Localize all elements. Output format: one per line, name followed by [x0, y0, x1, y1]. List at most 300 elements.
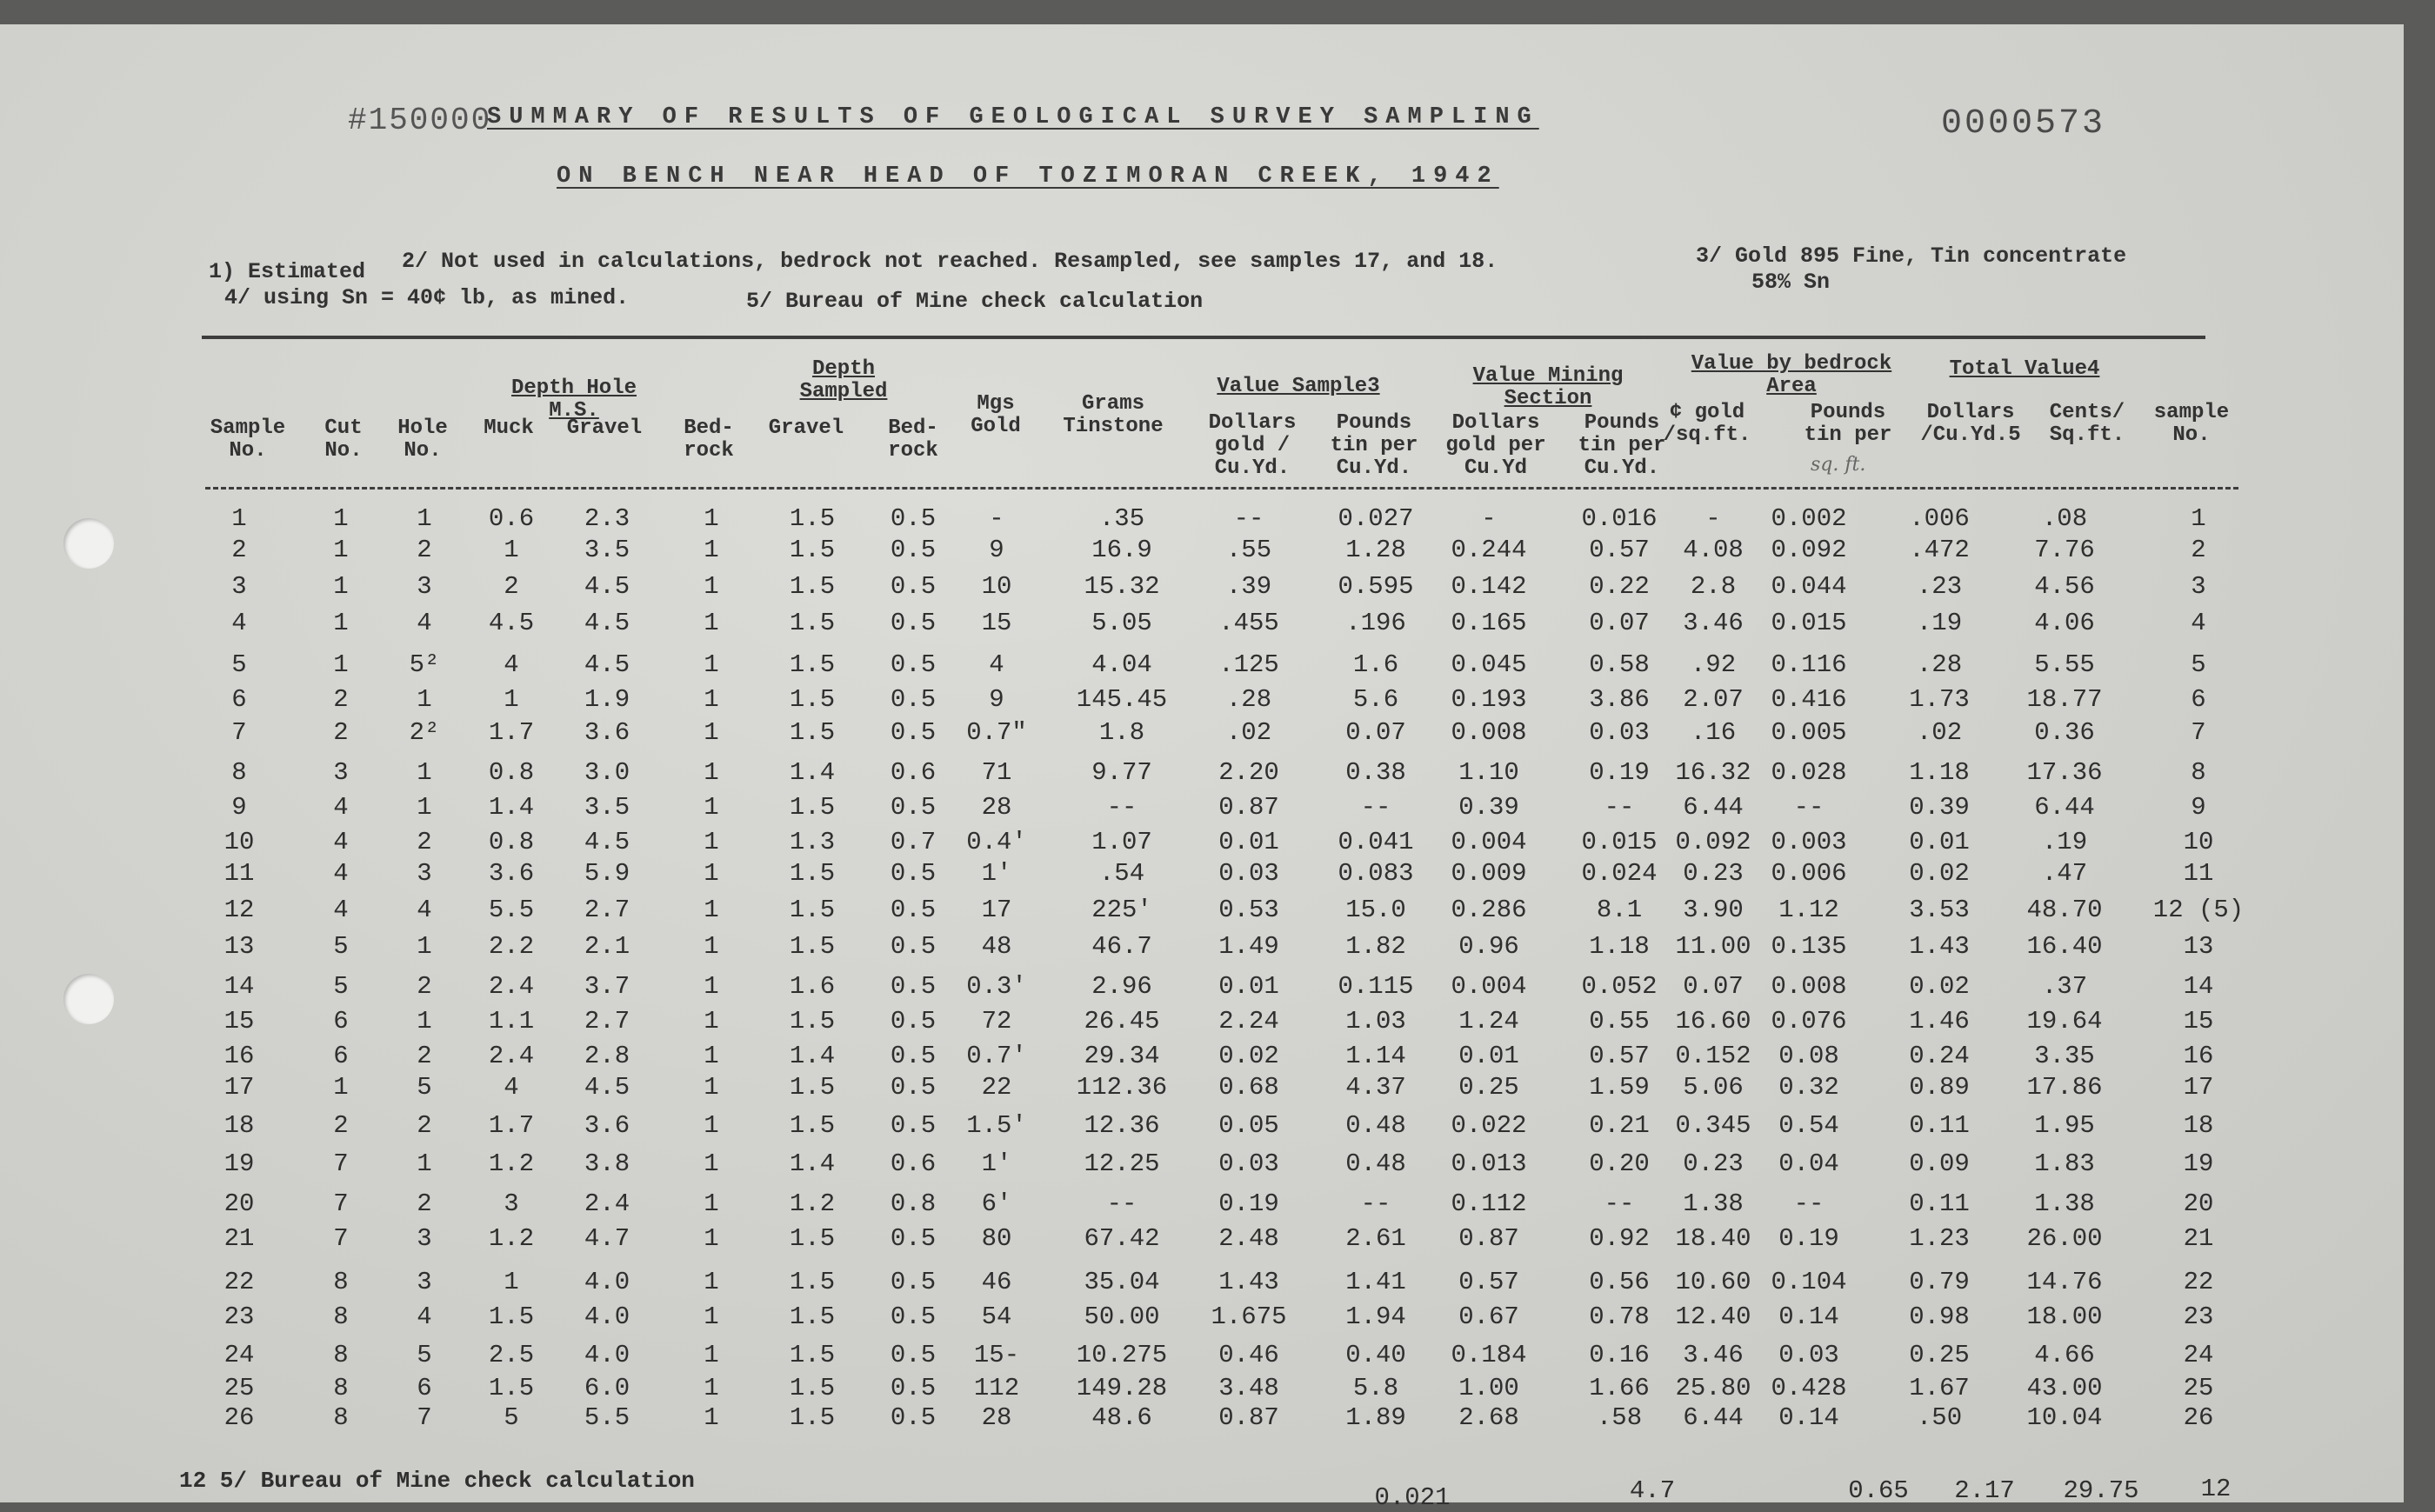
cell-vb-pounds: 0.005	[1771, 718, 1847, 747]
cell-bedrock: 1	[704, 1268, 719, 1296]
cell-vb-gold: 5.06	[1683, 1073, 1744, 1102]
cell-sample-no: 9	[2191, 793, 2206, 822]
header-vb-gold: ¢ gold /sq.ft.	[1663, 401, 1751, 447]
header-vm-pounds: Pounds tin per Cu.Yd.	[1578, 411, 1666, 480]
cell-vb-gold: 11.00	[1675, 932, 1751, 961]
cell-mgs-gold: 72	[981, 1007, 1012, 1036]
cell-vs-dollars: .28	[1225, 685, 1272, 714]
cell-muck: 0.6	[488, 504, 535, 533]
cell-tv-cents: 43.00	[2026, 1374, 2103, 1402]
cell-vs-dollars: 0.01	[1218, 972, 1279, 1001]
cell-sampled-bedrock: 0.5	[890, 1341, 937, 1369]
cell-grams-tinstone: 29.34	[1084, 1042, 1160, 1070]
cell-vb-gold: 12.40	[1675, 1302, 1751, 1331]
cell-sample-no: 8	[2191, 758, 2206, 787]
cell-mgs-gold: 112	[973, 1374, 1020, 1402]
cell-hole: 3	[417, 859, 432, 888]
cell-bedrock: 1	[704, 685, 719, 714]
cell-sampled-bedrock: 0.6	[890, 758, 937, 787]
cell-sampled-bedrock: 0.5	[890, 1073, 937, 1102]
cell-cut: 7	[333, 1149, 349, 1178]
cell-vs-pounds: 4.37	[1345, 1073, 1406, 1102]
cell-sampled-bedrock: 0.5	[890, 932, 937, 961]
cell-hole: 3	[417, 572, 432, 601]
cell-mgs-gold: 80	[981, 1224, 1012, 1253]
cell-gravel: 3.6	[584, 1111, 630, 1140]
cell-sampled-bedrock: 0.5	[890, 685, 937, 714]
cell-cut: 7	[333, 1224, 349, 1253]
cell-bedrock: 1	[704, 1149, 719, 1178]
cell-bedrock: 1	[704, 828, 719, 856]
cell-gravel: 2.3	[584, 504, 630, 533]
cell-vm-dollars: 0.184	[1451, 1341, 1527, 1369]
cell-vb-gold: 16.32	[1675, 758, 1751, 787]
cell-vb-pounds: 0.028	[1771, 758, 1847, 787]
cell-gravel: 3.6	[584, 718, 630, 747]
cell-sample-no: 15	[2183, 1007, 2214, 1036]
cell-sampled-bedrock: 0.8	[890, 1189, 937, 1218]
cell-vm-dollars: 0.87	[1458, 1224, 1519, 1253]
cell-sample: 4	[231, 609, 247, 637]
cell-vm-dollars: 0.193	[1451, 685, 1527, 714]
cell-vm-pounds: .58	[1596, 1403, 1643, 1432]
cell-sample-no: 18	[2183, 1111, 2214, 1140]
cell-vs-pounds: 0.115	[1338, 972, 1414, 1001]
cell-gravel: 5.9	[584, 859, 630, 888]
cell-vs-dollars: 1.43	[1218, 1268, 1279, 1296]
cell-vm-dollars: 2.68	[1458, 1403, 1519, 1432]
cell-vb-pounds: --	[1793, 793, 1825, 822]
note-5: 5/ Bureau of Mine check calculation	[746, 289, 1204, 314]
cell-tv-dollars: 0.11	[1909, 1111, 1970, 1140]
cell-cut: 5	[333, 972, 349, 1001]
cell-grams-tinstone: 12.25	[1084, 1149, 1160, 1178]
cell-sampled-gravel: 1.5	[789, 1403, 836, 1432]
cell-tv-cents: 0.36	[2034, 718, 2095, 747]
cell-vm-pounds: 0.19	[1589, 758, 1650, 787]
cell-bedrock: 1	[704, 1341, 719, 1369]
cell-sampled-bedrock: 0.5	[890, 572, 937, 601]
cell-vm-pounds: 1.59	[1589, 1073, 1650, 1102]
cell-sampled-bedrock: 0.5	[890, 609, 937, 637]
cell-muck: 1	[504, 536, 519, 564]
cell-tv-dollars: 0.39	[1909, 793, 1970, 822]
cell-grams-tinstone: 9.77	[1091, 758, 1152, 787]
cell-tv-dollars: .02	[1916, 718, 1963, 747]
cell-vm-dollars: 0.009	[1451, 859, 1527, 888]
cell-muck: 1.5	[488, 1302, 535, 1331]
cell-vb-gold: 2.07	[1683, 685, 1744, 714]
cell-grams-tinstone: .35	[1098, 504, 1145, 533]
cell-vs-pounds: 5.6	[1352, 685, 1399, 714]
cell-vb-pounds: --	[1793, 1189, 1825, 1218]
footer-note: 12 5/ Bureau of Mine check calculation	[179, 1468, 695, 1494]
cell-sampled-gravel: 1.5	[789, 1268, 836, 1296]
cell-vm-pounds: 1.18	[1589, 932, 1650, 961]
cell-tv-cents: 18.77	[2026, 685, 2103, 714]
cell-tv-dollars: .006	[1909, 504, 1970, 533]
cell-vs-dollars: 0.02	[1218, 1042, 1279, 1070]
note-3b: 58% Sn	[1751, 270, 1831, 295]
cell-sample-no: 12 (5)	[2152, 896, 2245, 924]
cell-tv-cents: 17.36	[2026, 758, 2103, 787]
footer-tv-cents: 29.75	[2063, 1476, 2139, 1505]
cell-vs-pounds: 2.61	[1345, 1224, 1406, 1253]
cell-vm-pounds: 0.55	[1589, 1007, 1650, 1036]
header-cut-no: Cut No.	[324, 416, 363, 463]
cell-vs-dollars: 1.49	[1218, 932, 1279, 961]
cell-sampled-bedrock: 0.5	[890, 1374, 937, 1402]
cell-muck: 0.8	[488, 758, 535, 787]
cell-bedrock: 1	[704, 718, 719, 747]
cell-bedrock: 1	[704, 1189, 719, 1218]
cell-mgs-gold: 9	[989, 536, 1004, 564]
cell-tv-cents: .08	[2041, 504, 2088, 533]
cell-gravel: 3.7	[584, 972, 630, 1001]
footer-vb-pounds: 0.65	[1848, 1476, 1909, 1505]
cell-sample-no: 11	[2183, 859, 2214, 888]
cell-sampled-gravel: 1.5	[789, 504, 836, 533]
cell-vb-gold: -	[1705, 504, 1721, 533]
cell-vb-gold: 18.40	[1675, 1224, 1751, 1253]
cell-tv-cents: 16.40	[2026, 932, 2103, 961]
cell-vb-pounds: 0.08	[1778, 1042, 1839, 1070]
cell-vb-pounds: 0.003	[1771, 828, 1847, 856]
cell-sample-no: 4	[2191, 609, 2206, 637]
cell-tv-cents: 18.00	[2026, 1302, 2103, 1331]
cell-vs-dollars: 3.48	[1218, 1374, 1279, 1402]
cell-sample-no: 6	[2191, 685, 2206, 714]
cell-hole: 1	[417, 1007, 432, 1036]
cell-sampled-gravel: 1.5	[789, 859, 836, 888]
cell-gravel: 3.8	[584, 1149, 630, 1178]
cell-gravel: 4.0	[584, 1302, 630, 1331]
cell-vb-gold: 0.092	[1675, 828, 1751, 856]
cell-vs-dollars: 0.87	[1218, 1403, 1279, 1432]
cell-mgs-gold: 10	[981, 572, 1012, 601]
cell-vb-gold: 3.90	[1683, 896, 1744, 924]
cell-muck: 2.2	[488, 932, 535, 961]
cell-mgs-gold: 1'	[981, 1149, 1012, 1178]
cell-sample-no: 5	[2191, 650, 2206, 679]
cell-tv-cents: 17.86	[2026, 1073, 2103, 1102]
cell-vb-pounds: 0.416	[1771, 685, 1847, 714]
cell-vb-gold: .16	[1690, 718, 1737, 747]
cell-mgs-gold: 0.7"	[966, 718, 1027, 747]
cell-bedrock: 1	[704, 1007, 719, 1036]
cell-tv-cents: 48.70	[2026, 896, 2103, 924]
cell-vs-pounds: 1.94	[1345, 1302, 1406, 1331]
cell-sample-no: 25	[2183, 1374, 2214, 1402]
cell-vs-pounds: --	[1360, 1189, 1391, 1218]
cell-muck: 5.5	[488, 896, 535, 924]
cell-muck: 4.5	[488, 609, 535, 637]
cell-gravel: 2.4	[584, 1189, 630, 1218]
cell-cut: 8	[333, 1268, 349, 1296]
cell-gravel: 4.5	[584, 609, 630, 637]
cell-vb-pounds: 0.32	[1778, 1073, 1839, 1102]
cell-tv-dollars: 0.98	[1909, 1302, 1970, 1331]
cell-vs-dollars: 2.48	[1218, 1224, 1279, 1253]
cell-sample: 15	[223, 1007, 255, 1036]
cell-muck: 0.8	[488, 828, 535, 856]
cell-sample: 24	[223, 1341, 255, 1369]
cell-cut: 8	[333, 1374, 349, 1402]
cell-vb-pounds: 0.116	[1771, 650, 1847, 679]
cell-cut: 6	[333, 1042, 349, 1070]
cell-sample-no: 3	[2191, 572, 2206, 601]
cell-vs-dollars: 2.20	[1218, 758, 1279, 787]
cell-gravel: 4.5	[584, 572, 630, 601]
cell-hole: 3	[417, 1224, 432, 1253]
cell-vs-pounds: 0.083	[1338, 859, 1414, 888]
cell-vm-dollars: 0.286	[1451, 896, 1527, 924]
cell-bedrock: 1	[704, 1073, 719, 1102]
cell-bedrock: 1	[704, 972, 719, 1001]
cell-sampled-gravel: 1.5	[789, 1111, 836, 1140]
cell-tv-cents: 6.44	[2034, 793, 2095, 822]
header-rule	[202, 336, 2205, 339]
header-gravel: Gravel	[566, 416, 643, 440]
cell-sample: 6	[231, 685, 247, 714]
cell-hole: 2	[417, 1042, 432, 1070]
footer-tv-dollars: 2.17	[1954, 1476, 2015, 1505]
cell-bedrock: 1	[704, 932, 719, 961]
cell-vs-pounds: 1.6	[1352, 650, 1399, 679]
cell-sample-no: 2	[2191, 536, 2206, 564]
cell-sample-no: 7	[2191, 718, 2206, 747]
cell-sampled-gravel: 1.5	[789, 718, 836, 747]
cell-muck: 1.2	[488, 1149, 535, 1178]
cell-tv-cents: 4.56	[2034, 572, 2095, 601]
cell-vm-pounds: 0.57	[1589, 536, 1650, 564]
cell-sample-no: 16	[2183, 1042, 2214, 1070]
cell-vs-pounds: .196	[1345, 609, 1406, 637]
header-sample-no: Sample No.	[210, 416, 286, 463]
cell-vs-pounds: 1.28	[1345, 536, 1406, 564]
cell-bedrock: 1	[704, 1224, 719, 1253]
cell-gravel: 2.7	[584, 896, 630, 924]
cell-vm-pounds: 0.78	[1589, 1302, 1650, 1331]
cell-vb-pounds: 0.002	[1771, 504, 1847, 533]
cell-sample: 19	[223, 1149, 255, 1178]
cell-hole: 2	[417, 1189, 432, 1218]
cell-bedrock: 1	[704, 896, 719, 924]
cell-cut: 7	[333, 1189, 349, 1218]
cell-vm-pounds: 0.56	[1589, 1268, 1650, 1296]
cell-mgs-gold: 0.7'	[966, 1042, 1027, 1070]
cell-gravel: 1.9	[584, 685, 630, 714]
header-bedrock: Bed- rock	[684, 416, 734, 463]
cell-hole: 5	[417, 1073, 432, 1102]
cell-tv-cents: 10.04	[2026, 1403, 2103, 1432]
cell-sample-no: 21	[2183, 1224, 2214, 1253]
header-muck: Muck	[484, 416, 534, 440]
cell-vs-dollars: 0.87	[1218, 793, 1279, 822]
cell-bedrock: 1	[704, 859, 719, 888]
cell-sample: 23	[223, 1302, 255, 1331]
cell-sampled-gravel: 1.5	[789, 1341, 836, 1369]
cell-hole: 2	[417, 1111, 432, 1140]
cell-sample-no: 23	[2183, 1302, 2214, 1331]
cell-vb-gold: 0.23	[1683, 859, 1744, 888]
cell-sampled-gravel: 1.3	[789, 828, 836, 856]
cell-mgs-gold: 1.5'	[966, 1111, 1027, 1140]
cell-bedrock: 1	[704, 793, 719, 822]
cell-vs-dollars: 0.03	[1218, 859, 1279, 888]
cell-sample-no: 20	[2183, 1189, 2214, 1218]
cell-sampled-bedrock: 0.5	[890, 718, 937, 747]
cell-vm-dollars: 1.00	[1458, 1374, 1519, 1402]
note-2: 2/ Not used in calculations, bedrock not reached. Resampled, see samples 17, and 18.	[402, 249, 1498, 274]
cell-vm-pounds: 3.86	[1589, 685, 1650, 714]
cell-grams-tinstone: 145.45	[1076, 685, 1168, 714]
cell-sample: 17	[223, 1073, 255, 1102]
cell-tv-cents: .47	[2041, 859, 2088, 888]
cell-grams-tinstone: 112.36	[1076, 1073, 1168, 1102]
cell-mgs-gold: 0.3'	[966, 972, 1027, 1001]
cell-vb-pounds: 0.092	[1771, 536, 1847, 564]
cell-sampled-bedrock: 0.5	[890, 1224, 937, 1253]
cell-sample-no: 24	[2183, 1341, 2214, 1369]
cell-grams-tinstone: 35.04	[1084, 1268, 1160, 1296]
cell-cut: 8	[333, 1302, 349, 1331]
cell-vm-dollars: 0.013	[1451, 1149, 1527, 1178]
cell-mgs-gold: 15-	[973, 1341, 1020, 1369]
cell-vb-gold: 0.152	[1675, 1042, 1751, 1070]
cell-bedrock: 1	[704, 1403, 719, 1432]
cell-cut: 6	[333, 1007, 349, 1036]
cell-tv-cents: 19.64	[2026, 1007, 2103, 1036]
cell-tv-dollars: 0.09	[1909, 1149, 1970, 1178]
cell-grams-tinstone: 149.28	[1076, 1374, 1168, 1402]
cell-vm-dollars: 0.004	[1451, 828, 1527, 856]
cell-grams-tinstone: 12.36	[1084, 1111, 1160, 1140]
cell-sampled-bedrock: 0.5	[890, 536, 937, 564]
cell-grams-tinstone: 5.05	[1091, 609, 1152, 637]
cell-vm-dollars: 0.96	[1458, 932, 1519, 961]
cell-hole: 2	[417, 536, 432, 564]
cell-vb-pounds: 0.135	[1771, 932, 1847, 961]
cell-sample: 14	[223, 972, 255, 1001]
note-1: 1) Estimated	[209, 259, 366, 284]
cell-vs-pounds: 0.40	[1345, 1341, 1406, 1369]
header-tv-dollars: Dollars /Cu.Yd.5	[1920, 401, 2021, 447]
header-bedrock-sampled: Bed- rock	[888, 416, 938, 463]
cell-grams-tinstone: 15.32	[1084, 572, 1160, 601]
cell-sample-no: 17	[2183, 1073, 2214, 1102]
cell-sample-no: 10	[2183, 828, 2214, 856]
cell-vs-pounds: 0.48	[1345, 1111, 1406, 1140]
cell-vs-pounds: --	[1360, 793, 1391, 822]
cell-hole: 4	[417, 609, 432, 637]
cell-sampled-gravel: 1.4	[789, 1042, 836, 1070]
cell-tv-dollars: 0.02	[1909, 972, 1970, 1001]
cell-vs-pounds: 1.89	[1345, 1403, 1406, 1432]
cell-vm-dollars: 0.57	[1458, 1268, 1519, 1296]
cell-cut: 4	[333, 896, 349, 924]
cell-bedrock: 1	[704, 1042, 719, 1070]
cell-grams-tinstone: 2.96	[1091, 972, 1152, 1001]
cell-vb-gold: 0.07	[1683, 972, 1744, 1001]
cell-cut: 1	[333, 650, 349, 679]
page-title-line1: SUMMARY OF RESULTS OF GEOLOGICAL SURVEY SAMPLING	[487, 104, 1539, 130]
cell-bedrock: 1	[704, 1374, 719, 1402]
cell-sample-no: 14	[2183, 972, 2214, 1001]
cell-bedrock: 1	[704, 1111, 719, 1140]
cell-sampled-gravel: 1.5	[789, 1073, 836, 1102]
cell-vm-dollars: 0.25	[1458, 1073, 1519, 1102]
cell-vb-pounds: 1.12	[1778, 896, 1839, 924]
cell-cut: 2	[333, 1111, 349, 1140]
cell-mgs-gold: 48	[981, 932, 1012, 961]
cell-tv-cents: 1.83	[2034, 1149, 2095, 1178]
cell-sampled-bedrock: 0.5	[890, 1042, 937, 1070]
cell-tv-cents: 3.35	[2034, 1042, 2095, 1070]
cell-hole: 5²	[409, 650, 440, 679]
cell-sampled-gravel: 1.5	[789, 685, 836, 714]
cell-sample: 1	[231, 504, 247, 533]
cell-vs-pounds: 15.0	[1345, 896, 1406, 924]
cell-grams-tinstone: 4.04	[1091, 650, 1152, 679]
cell-grams-tinstone: --	[1106, 1189, 1137, 1218]
cell-vb-gold: 4.08	[1683, 536, 1744, 564]
header-tv-cents: Cents/ Sq.ft.	[2049, 401, 2125, 447]
cell-tv-dollars: 1.18	[1909, 758, 1970, 787]
document-page	[0, 24, 2419, 1512]
cell-vm-pounds: 0.03	[1589, 718, 1650, 747]
footer-sample: 12	[2200, 1475, 2232, 1503]
cell-sample: 3	[231, 572, 247, 601]
cell-cut: 8	[333, 1341, 349, 1369]
header-vb-handwritten-unit: sq. ft.	[1811, 454, 1866, 476]
cell-vb-pounds: 0.19	[1778, 1224, 1839, 1253]
cell-cut: 1	[333, 1073, 349, 1102]
cell-bedrock: 1	[704, 758, 719, 787]
cell-vs-dollars: 0.05	[1218, 1111, 1279, 1140]
cell-gravel: 4.5	[584, 828, 630, 856]
cell-sampled-bedrock: 0.7	[890, 828, 937, 856]
cell-vb-gold: 6.44	[1683, 793, 1744, 822]
note-4: 4/ using Sn = 40¢ lb, as mined.	[224, 285, 630, 310]
cell-sampled-gravel: 1.2	[789, 1189, 836, 1218]
cell-sample: 12	[223, 896, 255, 924]
cell-sample: 18	[223, 1111, 255, 1140]
cell-sampled-gravel: 1.4	[789, 758, 836, 787]
cell-vs-pounds: 0.38	[1345, 758, 1406, 787]
cell-vm-pounds: 0.024	[1581, 859, 1658, 888]
cell-vs-dollars: 0.68	[1218, 1073, 1279, 1102]
cell-vb-pounds: 0.14	[1778, 1403, 1839, 1432]
cell-vm-pounds: 0.015	[1581, 828, 1658, 856]
cell-vb-pounds: 0.076	[1771, 1007, 1847, 1036]
cell-muck: 2.5	[488, 1341, 535, 1369]
cell-muck: 1	[504, 685, 519, 714]
cell-vm-pounds: --	[1604, 1189, 1635, 1218]
cell-vb-pounds: 0.428	[1771, 1374, 1847, 1402]
cell-vs-dollars: 0.19	[1218, 1189, 1279, 1218]
cell-bedrock: 1	[704, 609, 719, 637]
cell-mgs-gold: 71	[981, 758, 1012, 787]
cell-vm-dollars: 0.022	[1451, 1111, 1527, 1140]
cell-cut: 4	[333, 828, 349, 856]
cell-tv-cents: 4.06	[2034, 609, 2095, 637]
header-vb-pounds: Pounds tin per	[1804, 401, 1892, 447]
cell-hole: 5	[417, 1341, 432, 1369]
cell-tv-cents: .19	[2041, 828, 2088, 856]
cell-sample-no: 22	[2183, 1268, 2214, 1296]
cell-sample: 16	[223, 1042, 255, 1070]
